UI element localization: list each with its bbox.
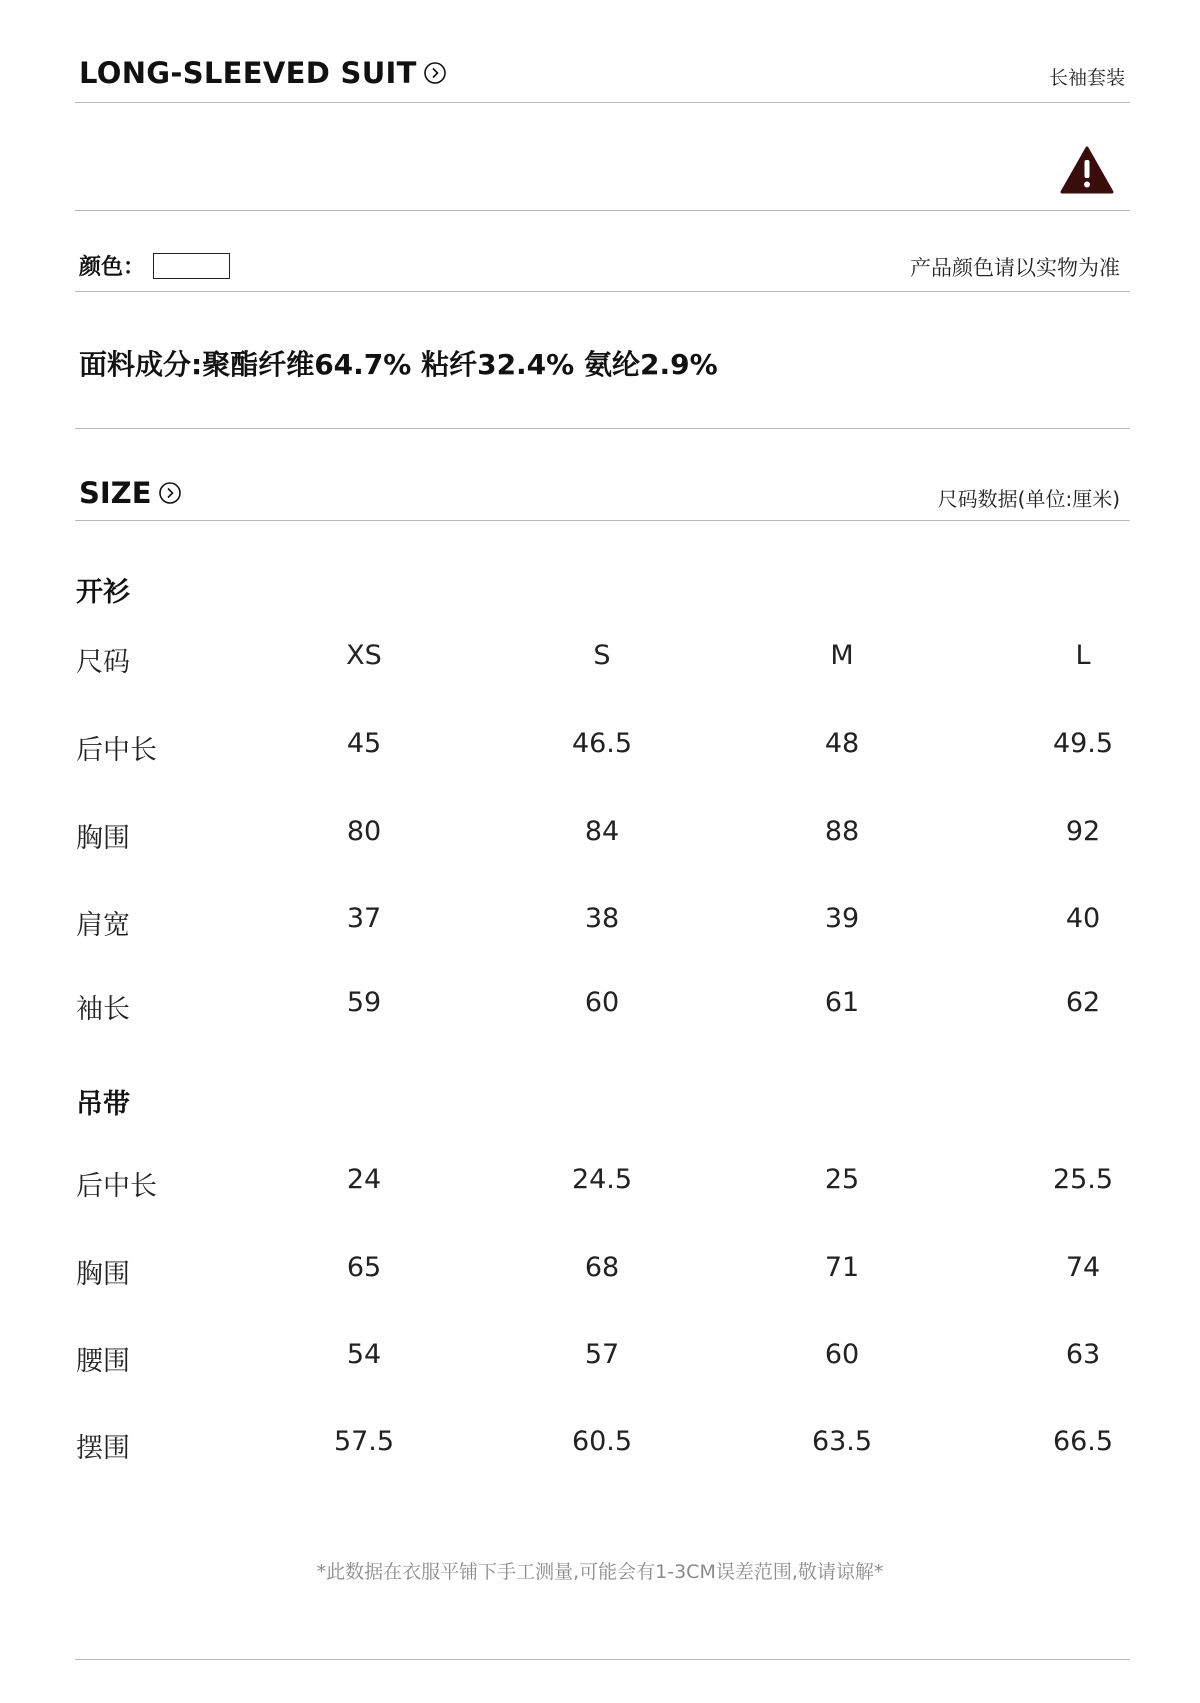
chevron-circle-right-icon [423, 61, 447, 85]
table-cell: 88 [824, 816, 860, 847]
table-cell: 48 [824, 728, 860, 759]
table-cell: 60 [824, 1339, 860, 1370]
size-header-l: L [1075, 640, 1091, 671]
size-header-m: M [830, 640, 854, 671]
divider [75, 102, 1130, 103]
fabric-composition: 面料成分:聚酯纤维64.7% 粘纤32.4% 氨纶2.9% [79, 348, 718, 381]
page-title-text: LONG-SLEEVED SUIT [79, 56, 417, 90]
size-title [79, 476, 182, 510]
row-label: 袖长 [76, 994, 130, 1025]
table-cell: 24.5 [571, 1164, 633, 1195]
section-title-cardigan: 开衫 [76, 577, 130, 608]
table-cell: 54 [346, 1339, 382, 1370]
size-header-row [0, 640, 1200, 680]
table-cell: 25 [824, 1164, 860, 1195]
size-title-text: SIZE [79, 476, 152, 510]
section-title-camisole: 吊带 [76, 1089, 130, 1120]
table-row [0, 1164, 1200, 1204]
table-row [0, 1426, 1200, 1466]
table-row [0, 903, 1200, 943]
table-row [0, 1339, 1200, 1379]
table-cell: 39 [824, 903, 860, 934]
row-label: 腰围 [76, 1346, 130, 1377]
page-title [79, 56, 447, 90]
table-cell: 57.5 [333, 1426, 395, 1457]
row-label: 摆围 [76, 1433, 130, 1464]
table-cell: 60.5 [571, 1426, 633, 1457]
table-cell: 65 [346, 1252, 382, 1283]
color-label: 颜色： [79, 255, 146, 280]
table-row [0, 1252, 1200, 1292]
row-label: 肩宽 [76, 910, 130, 941]
color-swatch [153, 253, 230, 279]
divider [75, 291, 1130, 292]
warning-icon [1060, 146, 1114, 194]
measurement-footnote: *此数据在衣服平铺下手工测量,可能会有1-3CM误差范围,敬请谅解* [316, 1561, 884, 1583]
table-row [0, 816, 1200, 856]
table-cell: 25.5 [1052, 1164, 1114, 1195]
table-cell: 71 [824, 1252, 860, 1283]
table-cell: 66.5 [1052, 1426, 1114, 1457]
size-header-s: S [593, 640, 611, 671]
table-cell: 74 [1065, 1252, 1101, 1283]
table-cell: 38 [584, 903, 620, 934]
table-cell: 68 [584, 1252, 620, 1283]
table-cell: 61 [824, 987, 860, 1018]
table-row [0, 728, 1200, 768]
table-cell: 84 [584, 816, 620, 847]
table-cell: 40 [1065, 903, 1101, 934]
table-cell: 60 [584, 987, 620, 1018]
table-cell: 92 [1065, 816, 1101, 847]
row-label: 胸围 [76, 823, 130, 854]
table-cell: 80 [346, 816, 382, 847]
table-cell: 46.5 [571, 728, 633, 759]
divider [75, 520, 1130, 521]
table-cell: 37 [346, 903, 382, 934]
row-label: 后中长 [76, 1171, 157, 1202]
row-label: 后中长 [76, 735, 157, 766]
row-label: 胸围 [76, 1259, 130, 1290]
color-row [79, 250, 230, 281]
table-cell: 49.5 [1052, 728, 1114, 759]
color-note: 产品颜色请以实物为准 [910, 256, 1120, 280]
size-header-label: 尺码 [76, 647, 130, 678]
table-cell: 63 [1065, 1339, 1101, 1370]
table-cell: 62 [1065, 987, 1101, 1018]
size-unit-note: 尺码数据(单位:厘米) [937, 487, 1120, 511]
chevron-circle-right-icon [158, 481, 182, 505]
divider [75, 210, 1130, 211]
size-header-xs: XS [346, 640, 382, 671]
table-cell: 59 [346, 987, 382, 1018]
divider [75, 1659, 1130, 1660]
table-cell: 57 [584, 1339, 620, 1370]
table-cell: 63.5 [811, 1426, 873, 1457]
table-cell: 24 [346, 1164, 382, 1195]
table-cell: 45 [346, 728, 382, 759]
page-title-cn: 长袖套装 [1048, 67, 1125, 89]
table-row [0, 987, 1200, 1027]
divider [75, 428, 1130, 429]
